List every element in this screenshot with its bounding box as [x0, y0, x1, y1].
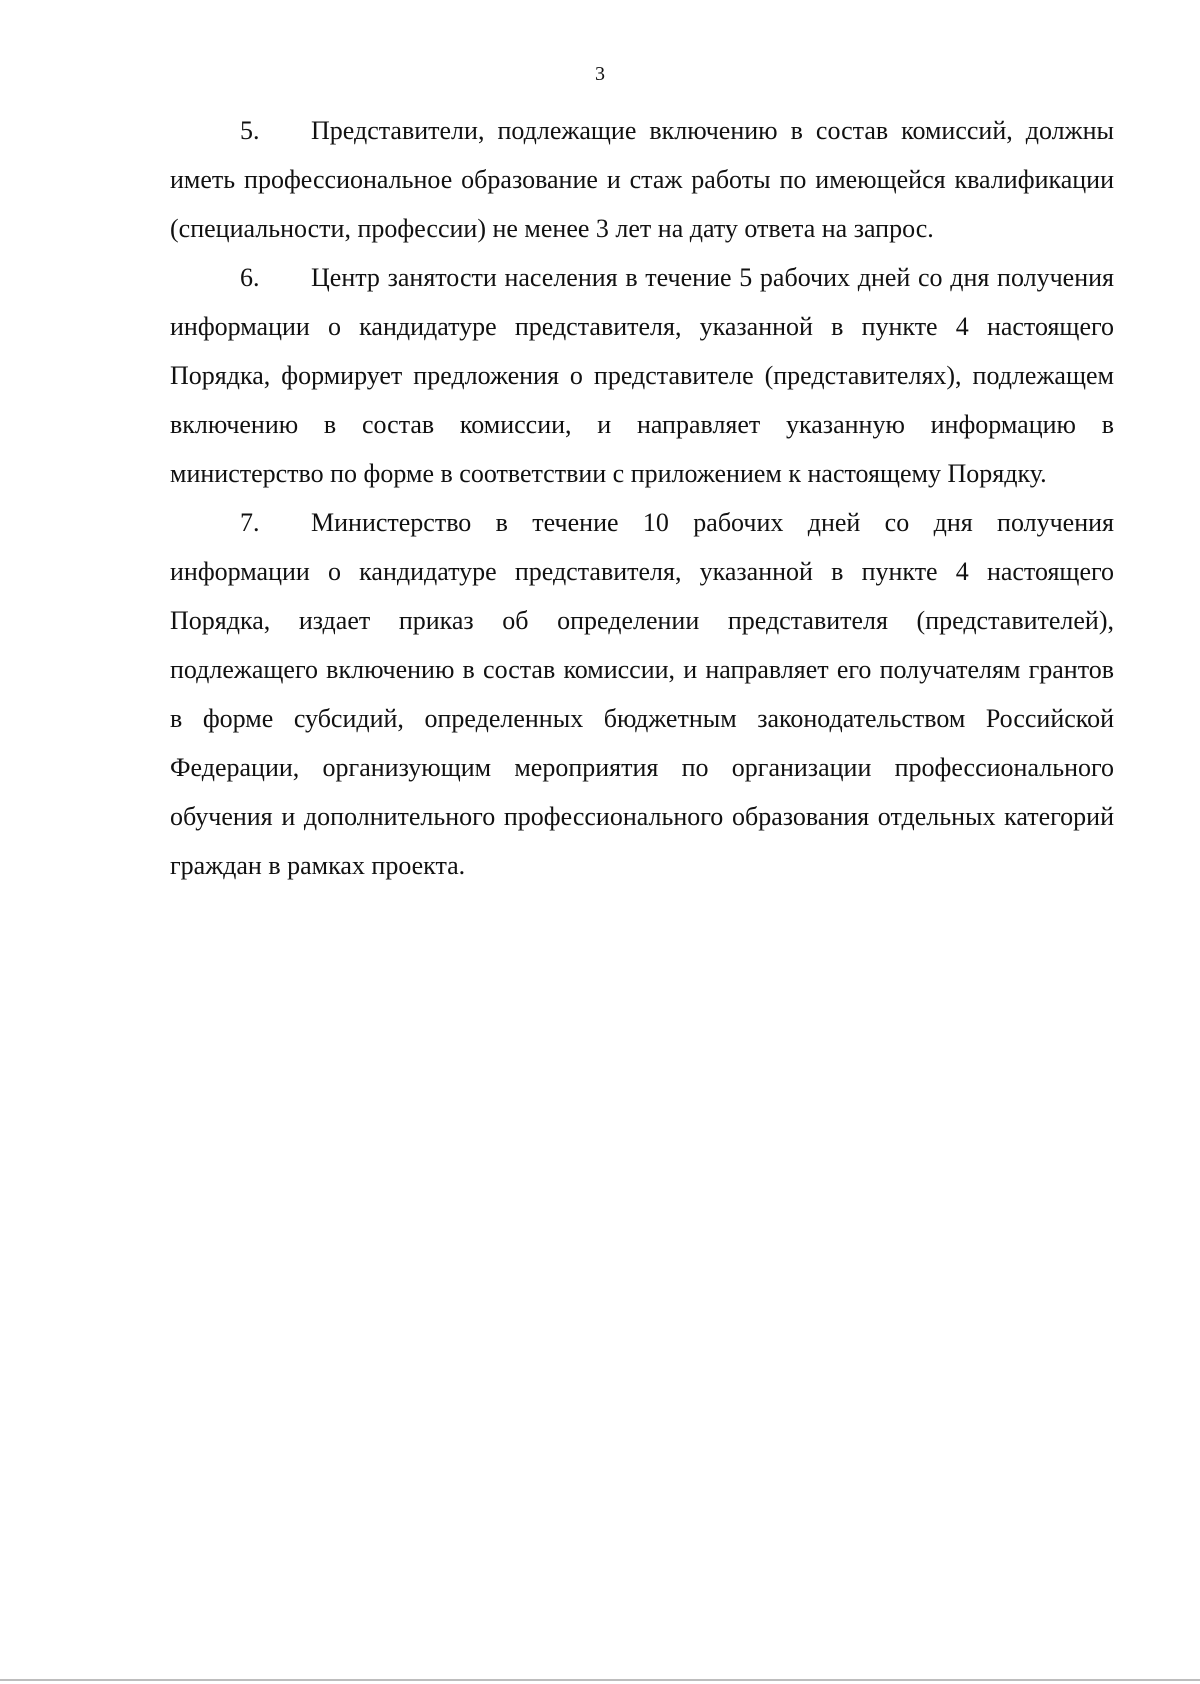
paragraph-6	[170, 253, 1114, 498]
paragraph-number: 6.	[240, 263, 260, 292]
paragraph-7	[170, 498, 1114, 890]
paragraph-number: 7.	[240, 508, 260, 537]
paragraph-text: Представители, подлежащие включению в состав комиссий, должны иметь профессиональное образование и стаж работы по имеющейся квалификации (специальности, профессии) не менее 3 лет на дату ответа на запрос.	[170, 116, 1114, 243]
document-body	[170, 106, 1114, 890]
page-number: 3	[595, 63, 605, 85]
scan-bottom-edge	[0, 1679, 1200, 1681]
paragraph-number: 5.	[240, 116, 260, 145]
paragraph-text: Центр занятости населения в течение 5 рабочих дней со дня получения информации о кандидатуре представителя, указанной в пункте 4 настоящего Порядка, формирует предложения о представителе (представителях), подлежащем включению в состав комиссии, и направляет указанную информацию в министерство по форме в соответствии с приложением к настоящему Порядку.	[170, 263, 1114, 488]
paragraph-text: Министерство в течение 10 рабочих дней со дня получения информации о кандидатуре представителя, указанной в пункте 4 настоящего Порядка, издает приказ об определении представителя (представителей), подлежащего включению в состав комиссии, и направляет его получателям грантов в форме субсидий, определенных бюджетным законодательством Российской Федерации, организующим мероприятия по организации профессионального обучения и дополнительного профессионального образования отдельных категорий граждан в рамках проекта.	[170, 508, 1114, 880]
paragraph-5	[170, 106, 1114, 253]
